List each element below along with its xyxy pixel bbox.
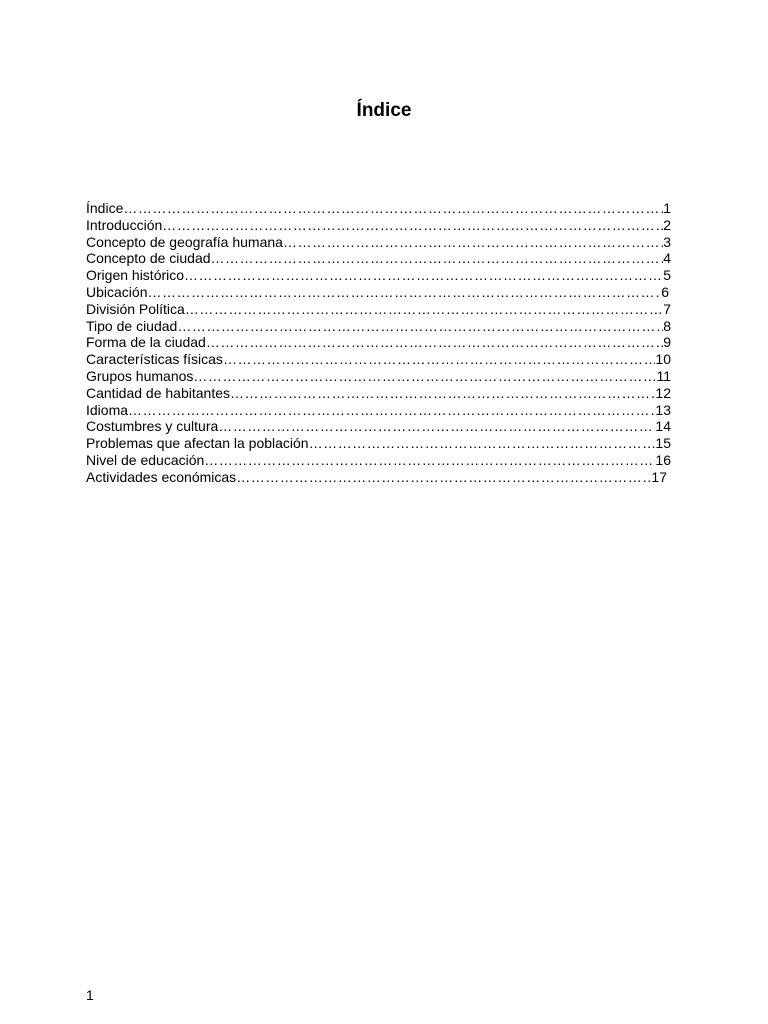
- toc-entry-page: 1: [663, 200, 671, 216]
- toc-entry-label: Grupos humanos: [86, 367, 194, 384]
- toc-entry: [86, 402, 671, 419]
- toc-dot-leader: [177, 318, 663, 335]
- table-of-contents: [86, 200, 671, 486]
- toc-entry-page: 14: [655, 418, 671, 435]
- toc-entry: [86, 418, 671, 435]
- toc-entry-label: Tipo de ciudad: [86, 317, 178, 334]
- toc-dot-leader: [206, 334, 663, 351]
- toc-dot-leader: [147, 284, 661, 301]
- toc-dot-leader: [230, 385, 655, 402]
- page-title: Índice: [356, 99, 412, 121]
- toc-entry: [86, 217, 671, 234]
- toc-entry-page: 16: [655, 451, 671, 468]
- toc-entry-label: Índice: [86, 200, 124, 216]
- toc-dot-leader: [218, 418, 655, 435]
- toc-entry-page: 2: [663, 216, 671, 233]
- toc-entry: [86, 234, 671, 251]
- toc-dot-leader: [236, 469, 651, 486]
- toc-entry-page: 5: [663, 267, 671, 284]
- toc-dot-leader: [283, 234, 663, 251]
- toc-dot-leader: [128, 402, 655, 419]
- toc-entry-label: Concepto de geografía humana: [86, 233, 283, 250]
- toc-entry: [86, 267, 671, 284]
- toc-entry-label: Problemas que afectan la población: [86, 435, 309, 452]
- toc-entry: [86, 385, 671, 402]
- toc-entry-label: División Política: [86, 300, 185, 317]
- toc-entry-page: 9: [663, 334, 671, 351]
- toc-entry: [86, 368, 671, 385]
- toc-entry: [86, 351, 671, 368]
- footer-page-number: 1: [86, 987, 94, 1003]
- toc-entry-page: 15: [655, 435, 671, 452]
- toc-entry-page: 6: [661, 283, 669, 300]
- toc-entry-label: Nivel de educación: [86, 451, 205, 468]
- toc-entry: [86, 334, 671, 351]
- toc-entry: [86, 469, 671, 486]
- toc-entry-page: 11: [656, 367, 671, 384]
- toc-entry-label: Origen histórico: [86, 267, 185, 284]
- toc-entry-page: 7: [663, 300, 671, 317]
- toc-entry-label: Idioma: [86, 401, 129, 418]
- toc-entry-label: Actividades económicas: [86, 468, 237, 485]
- toc-dot-leader: [211, 250, 664, 267]
- toc-entry: [86, 250, 671, 267]
- toc-entry: [86, 200, 671, 217]
- toc-entry-label: Introducción: [86, 216, 163, 233]
- toc-entry-page: 3: [663, 233, 671, 250]
- toc-entry-page: 17: [651, 468, 667, 485]
- toc-dot-leader: [193, 368, 656, 385]
- toc-entry-label: Características físicas: [86, 351, 223, 368]
- toc-dot-leader: [185, 301, 663, 318]
- toc-entry-label: Forma de la ciudad: [86, 334, 206, 351]
- toc-entry-page: 12: [655, 384, 671, 401]
- toc-entry-page: 8: [663, 317, 671, 334]
- toc-dot-leader: [123, 200, 663, 217]
- toc-entry-label: Cantidad de habitantes: [86, 384, 230, 401]
- toc-entry-page: 4: [663, 250, 671, 267]
- toc-dot-leader: [204, 452, 655, 469]
- toc-entry: [86, 284, 671, 301]
- toc-entry-label: Ubicación: [86, 283, 148, 300]
- toc-entry-label: Concepto de ciudad: [86, 250, 211, 267]
- toc-dot-leader: [162, 217, 663, 234]
- toc-entry: [86, 435, 671, 452]
- toc-entry-page: 13: [655, 401, 671, 418]
- toc-dot-leader: [309, 435, 656, 452]
- toc-entry-page: 10: [655, 351, 671, 368]
- toc-entry: [86, 452, 671, 469]
- toc-dot-leader: [223, 351, 655, 368]
- toc-dot-leader: [184, 267, 663, 284]
- toc-entry: [86, 301, 671, 318]
- toc-entry: [86, 318, 671, 335]
- toc-entry-label: Costumbres y cultura: [86, 418, 219, 435]
